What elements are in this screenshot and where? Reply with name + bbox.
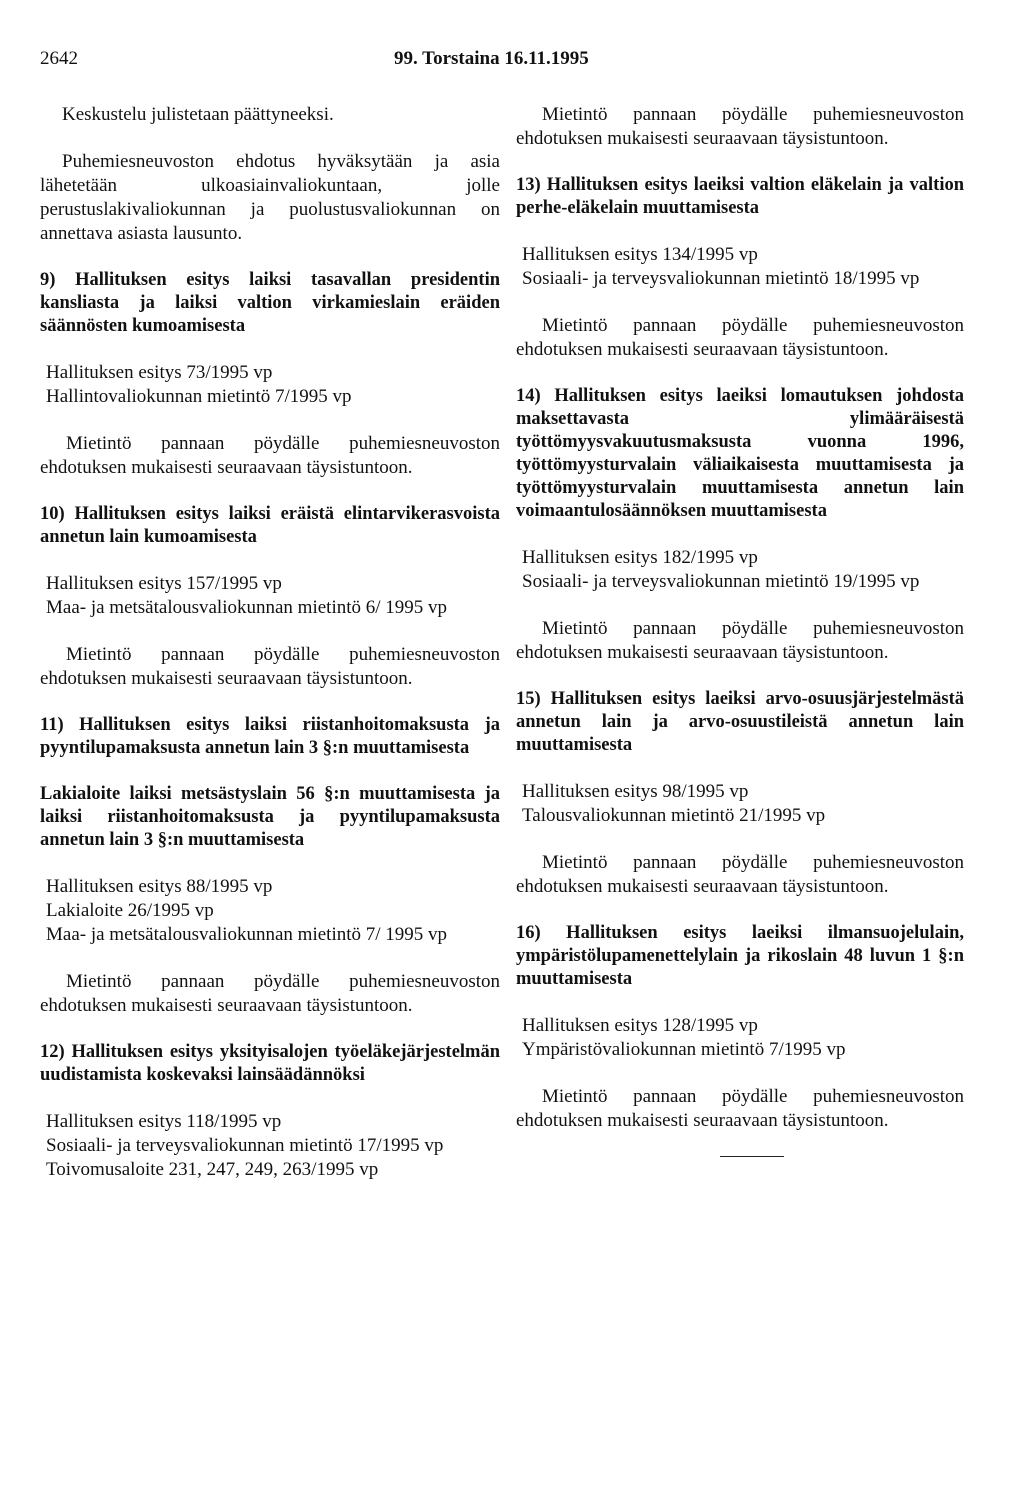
item-15-decision: Mietintö pannaan pöydälle puhemiesneuvoston ehdotuksen mukaisesti seuraavaan täysistuntoon. (516, 852, 964, 897)
reference-line: Maa- ja metsätalousvaliokunnan mietintö 7/ 1995 vp (46, 924, 448, 945)
item-9-references (40, 361, 500, 409)
reference-line: Ympäristövaliokunnan mietintö 7/1995 vp (522, 1039, 846, 1060)
item-11-references (40, 875, 500, 947)
reference-line: Sosiaali- ja terveysvaliokunnan mietintö 18/1995 vp (522, 268, 920, 289)
page-header (40, 48, 980, 74)
item-16-decision: Mietintö pannaan pöydälle puhemiesneuvoston ehdotuksen mukaisesti seuraavaan täysistuntoon. (516, 1086, 964, 1131)
reference-line: Toivomusaloite 231, 247, 249, 263/1995 vp (46, 1159, 379, 1180)
item-10-heading: 10) Hallituksen esitys laiksi eräistä elintarvikerasvoista annetun lain kumoamisesta (40, 504, 500, 547)
item-16-heading: 16) Hallituksen esitys laeiksi ilmansuojelulain, ympäristölupamenettelylain ja rikoslain 48 luvun 1 §:n muuttamisesta (516, 923, 964, 989)
item-11-heading: 11) Hallituksen esitys laiksi riistanhoitomaksusta ja pyyntilupamaksusta annetun lain 3 §:n muuttamisesta (40, 715, 500, 758)
reference-line: Sosiaali- ja terveysvaliokunnan mietintö 17/1995 vp (46, 1135, 444, 1156)
item-12-references (40, 1110, 500, 1182)
paragraph-proposal-accepted: Puhemiesneuvoston ehdotus hyväksytään ja asia lähetetään ulkoasiainvaliokuntaan, jolle perustuslakivaliokunnan ja puolustusvaliokunnan on annettava asiasta lausunto. (40, 151, 500, 244)
paragraph-discussion-closed: Keskustelu julistetaan päättyneeksi. (62, 104, 334, 125)
reference-line: Hallituksen esitys 98/1995 vp (522, 781, 749, 802)
reference-line: Hallituksen esitys 128/1995 vp (522, 1015, 758, 1036)
left-column (40, 103, 500, 1205)
reference-line: Hallituksen esitys 134/1995 vp (522, 244, 758, 265)
reference-line: Hallintovaliokunnan mietintö 7/1995 vp (46, 386, 352, 407)
item-16-references (516, 1014, 964, 1062)
end-separator-rule (720, 1156, 784, 1157)
item-12-decision: Mietintö pannaan pöydälle puhemiesneuvoston ehdotuksen mukaisesti seuraavaan täysistuntoon. (516, 104, 964, 149)
running-head: 99. Torstaina 16.11.1995 (394, 48, 589, 69)
item-14-heading: 14) Hallituksen esitys laeiksi lomautuksen johdosta maksettavasta ylimääräisestä työttömyysvakuutusmaksusta vuonna 1996, työttömyysturvalain väliaikaisesta muuttamisesta ja työttömyysturvalain muuttamisesta annetun lain voimaantulosäännöksen muuttamisesta (516, 386, 964, 521)
item-10-references (40, 572, 500, 620)
reference-line: Sosiaali- ja terveysvaliokunnan mietintö 19/1995 vp (522, 571, 920, 592)
item-13-references (516, 243, 964, 291)
item-11-decision: Mietintö pannaan pöydälle puhemiesneuvoston ehdotuksen mukaisesti seuraavaan täysistuntoon. (40, 971, 500, 1016)
reference-line: Maa- ja metsätalousvaliokunnan mietintö 6/ 1995 vp (46, 597, 448, 618)
reference-line: Lakialoite 26/1995 vp (46, 900, 214, 921)
reference-line: Hallituksen esitys 88/1995 vp (46, 876, 273, 897)
item-9-decision: Mietintö pannaan pöydälle puhemiesneuvoston ehdotuksen mukaisesti seuraavaan täysistuntoon. (40, 433, 500, 478)
item-14-decision: Mietintö pannaan pöydälle puhemiesneuvoston ehdotuksen mukaisesti seuraavaan täysistuntoon. (516, 618, 964, 663)
page-number: 2642 (40, 48, 78, 69)
reference-line: Hallituksen esitys 182/1995 vp (522, 547, 758, 568)
reference-line: Hallituksen esitys 157/1995 vp (46, 573, 282, 594)
item-11-heading-bill: Lakialoite laiksi metsästyslain 56 §:n muuttamisesta ja laiksi riistanhoitomaksusta ja pyyntilupamaksusta annetun lain 3 §:n muuttamisesta (40, 784, 500, 850)
item-13-decision: Mietintö pannaan pöydälle puhemiesneuvoston ehdotuksen mukaisesti seuraavaan täysistuntoon. (516, 315, 964, 360)
item-14-references (516, 546, 964, 594)
item-9-heading: 9) Hallituksen esitys laiksi tasavallan presidentin kansliasta ja laiksi valtion virkamieslain eräiden säännösten kumoamisesta (40, 270, 500, 336)
reference-line: Hallituksen esitys 73/1995 vp (46, 362, 273, 383)
reference-line: Talousvaliokunnan mietintö 21/1995 vp (522, 805, 826, 826)
item-15-references (516, 780, 964, 828)
right-column (516, 103, 964, 1157)
item-12-heading: 12) Hallituksen esitys yksityisalojen työeläkejärjestelmän uudistamista koskevaksi lainsäädännöksi (40, 1042, 500, 1085)
item-15-heading: 15) Hallituksen esitys laeiksi arvo-osuusjärjestelmästä annetun lain ja arvo-osuustileistä annetun lain muuttamisesta (516, 689, 964, 755)
item-13-heading: 13) Hallituksen esitys laeiksi valtion eläkelain ja valtion perhe-eläkelain muuttamisesta (516, 175, 964, 218)
reference-line: Hallituksen esitys 118/1995 vp (46, 1111, 282, 1132)
item-10-decision: Mietintö pannaan pöydälle puhemiesneuvoston ehdotuksen mukaisesti seuraavaan täysistuntoon. (40, 644, 500, 689)
